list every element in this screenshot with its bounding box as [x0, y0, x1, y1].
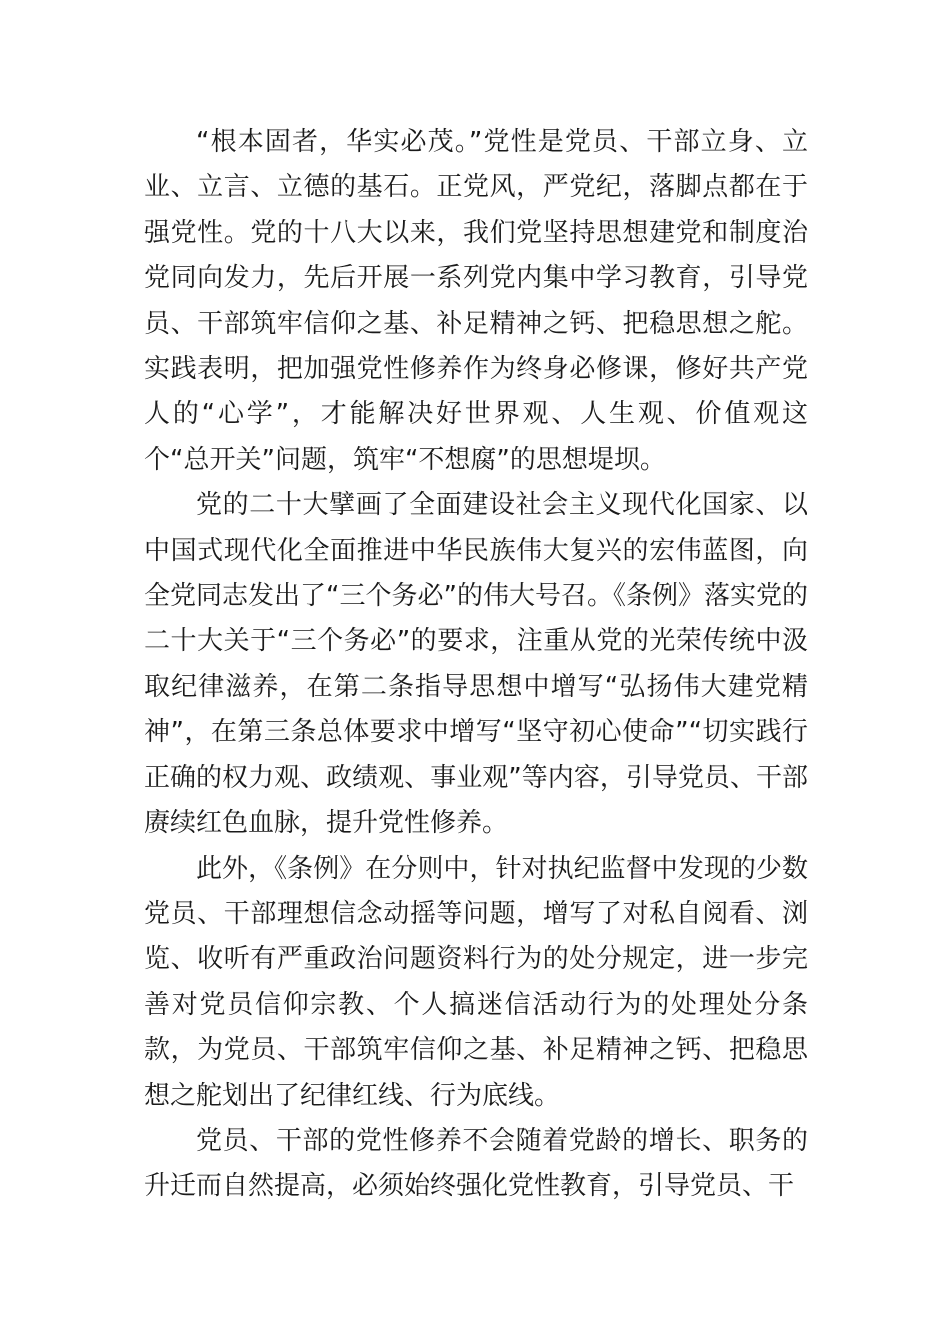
paragraph-1: “根本固者，华实必茂。”党性是党员、干部立身、立业、立言、立德的基石。正党风，严党纪，落脚点都在于强党性。党的十八大以来，我们党坚持思想建党和制度治党同向发力，先后开展一系列党内集中学习教育，引导党员、干部筑牢信仰之基、补足精神之钙、把稳思想之舵。实践表明，把加强党性修养作为终身必修课，修好共产党人的“心学”，才能解决好世界观、人生观、价值观这个“总开关”问题，筑牢“不想腐”的思想堤坝。: [144, 127, 808, 475]
paragraph-4: 党员、干部的党性修养不会随着党龄的增长、职务的升迁而自然提高，必须始终强化党性教育，引导党员、干: [144, 1125, 808, 1202]
document-body: [144, 120, 808, 1210]
paragraph-3: 此外，《条例》在分则中，针对执纪监督中发现的少数党员、干部理想信念动摇等问题，增写了对私自阅看、浏览、收听有严重政治问题资料行为的处分规定，进一步完善对党员信仰宗教、个人搞迷信活动行为的处理处分条款，为党员、干部筑牢信仰之基、补足精神之钙、把稳思想之舵划出了纪律红线、行为底线。: [144, 853, 808, 1111]
paragraph-2: 党的二十大擘画了全面建设社会主义现代化国家、以中国式现代化全面推进中华民族伟大复兴的宏伟蓝图，向全党同志发出了“三个务必”的伟大号召。《条例》落实党的二十大关于“三个务必”的要求，注重从党的光荣传统中汲取纪律滋养，在第二条指导思想中增写“弘扬伟大建党精神”，在第三条总体要求中增写“坚守初心使命”“切实践行正确的权力观、政绩观、事业观”等内容，引导党员、干部赓续红色血脉，提升党性修养。: [144, 490, 808, 839]
